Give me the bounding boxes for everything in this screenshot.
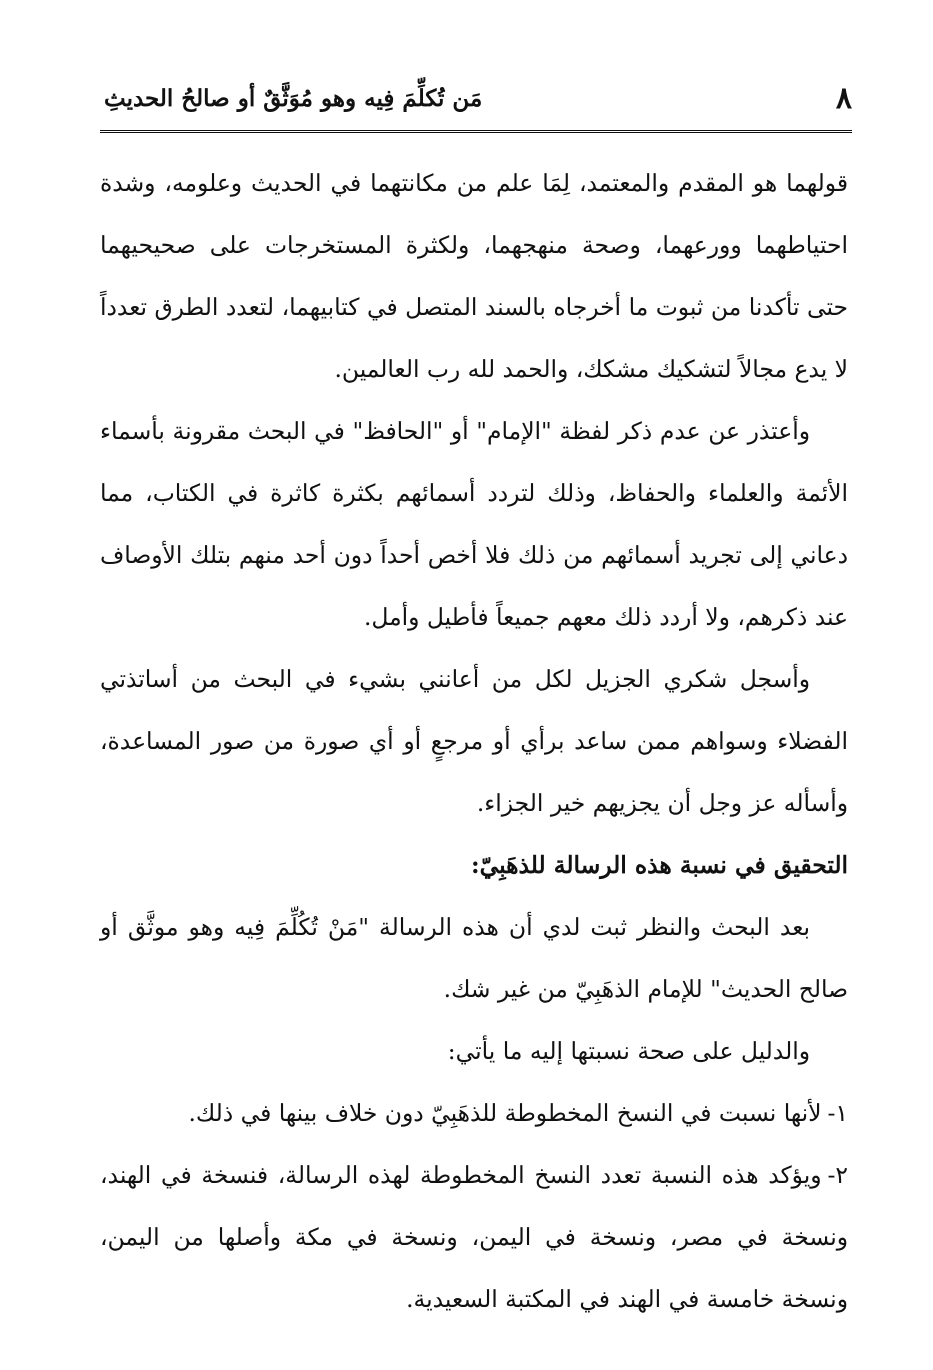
body-text xyxy=(100,152,848,1330)
paragraph: وأعتذر عن عدم ذكر لفظة "الإمام" أو "الحافظ" في البحث مقرونة بأسماء الأئمة والعلماء والحفاظ، وذلك لتردد أسمائهم بكثرة كاثرة في الكتاب، مما دعاني إلى تجريد أسمائهم من ذلك فلا أخص أحداً دون أحد منهم بتلك الأوصاف عند ذكرهم، ولا أردد ذلك معهم جميعاً فأطيل وأمل. xyxy=(100,417,848,631)
list-lead: والدليل على صحة نسبتها إليه ما يأتي: xyxy=(447,1037,810,1065)
paragraph: قولهما هو المقدم والمعتمد، لِمَا علم من مكانتهما في الحديث وعلومه، وشدة احتياطهما وورعهما، وصحة منهجهما، ولكثرة المستخرجات على صحيحيهما حتى تأكدنا من ثبوت ما أخرجاه بالسند المتصل في كتابيهما، لتعدد الطرق تعدداً لا يدع مجالاً لتشكيك مشكك، والحمد لله رب العالمين. xyxy=(100,169,848,383)
list-item-number: ٢- xyxy=(827,1161,848,1189)
header-divider xyxy=(100,130,852,133)
running-title: مَن تُكلِّمَ فِيه وهو مُوَثَّقٌ أو صالحُ الحديثِ xyxy=(104,84,483,112)
section-heading: التحقيق في نسبة هذه الرسالة للذهَبِيّ: xyxy=(470,851,848,879)
list-item xyxy=(100,1082,848,1144)
running-header xyxy=(104,78,852,118)
paragraph: وأسجل شكري الجزيل لكل من أعانني بشيء في البحث من أساتذتي الفضلاء وسواهم ممن ساعد برأي أو مرجعٍ أو أي صورة من صور المساعدة، وأسأله عز وجل أن يجزيهم خير الجزاء. xyxy=(100,665,848,817)
list-item xyxy=(100,1144,848,1330)
list-item-text: ويؤكد هذه النسبة تعدد النسخ المخطوطة لهذه الرسالة، فنسخة في الهند، ونسخة في مصر، ونسخة في اليمن، ونسخة في مكة وأصلها من اليمن، ونسخة خامسة في الهند في المكتبة السعيدية. xyxy=(100,1161,848,1313)
page-number: ٨ xyxy=(835,80,852,116)
paragraph: بعد البحث والنظر ثبت لدي أن هذه الرسالة "مَنْ تُكُلِّمَ فِيه وهو موثَّق أو صالح الحديث" للإمام الذهَبِيّ من غير شك. xyxy=(100,913,848,1003)
list-item-number: ١- xyxy=(827,1099,848,1127)
list-item-text: لأنها نسبت في النسخ المخطوطة للذهَبِيّ دون خلاف بينها في ذلك. xyxy=(188,1099,822,1127)
